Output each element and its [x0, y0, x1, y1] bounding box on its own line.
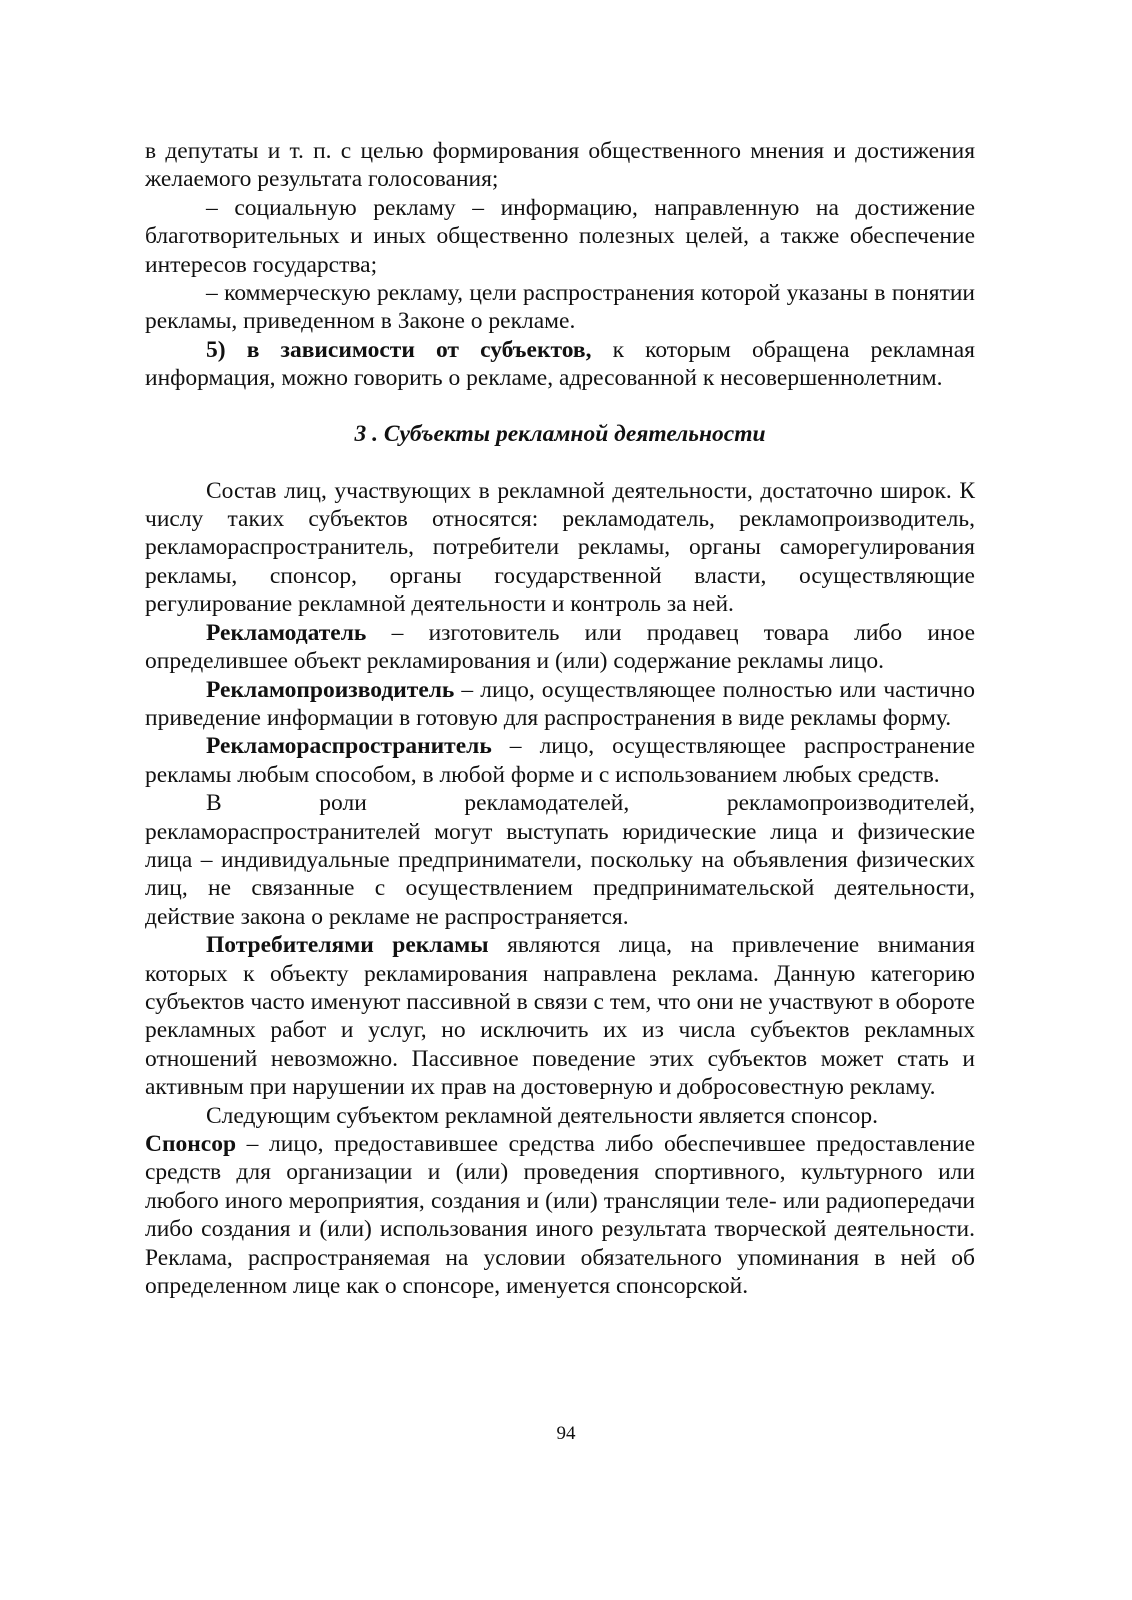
text-block: [145, 137, 975, 1300]
paragraph-text: – социальную рекламу – информацию, направленную на достижение благотворительных и иных общественно полезных целей, а также обеспечение интересов государства;: [145, 194, 975, 278]
paragraph: [145, 676, 975, 733]
paragraph: [145, 279, 975, 336]
paragraph: [145, 1130, 975, 1300]
paragraph-text: – лицо, осуществляющее распространение рекламы любым способом, в любой форме и с использованием любых средств.: [145, 733, 975, 788]
bold-lead: 5) в зависимости от субъектов,: [206, 336, 592, 363]
paragraph-text: являются лица, на привлечение внимания которых к объекту рекламирования направлена реклама. Данную категорию субъектов часто именуют пассивной в связи с тем, что они не участвуют в обороте рекламных работ и услуг, но исключить их из числа субъектов рекламных отношений невозможно. Пассивное поведение этих субъектов может стать и активным при нарушении их прав на достоверную и добросовестную рекламу.: [145, 932, 975, 1101]
paragraph: [145, 336, 975, 393]
paragraph: [145, 1102, 975, 1130]
paragraph: [145, 194, 975, 279]
bold-lead: Рекламодатель: [206, 619, 367, 646]
paragraph: [145, 732, 975, 789]
bold-lead: Спонсор: [145, 1131, 237, 1157]
bold-lead: Рекламораспространитель: [206, 733, 492, 760]
paragraph: [145, 931, 975, 1101]
paragraph-text: к которым обращена рекламная информация, можно говорить о рекламе, адресованной к несовершеннолетним.: [145, 336, 975, 392]
paragraph-text: Следующим субъектом рекламной деятельности является спонсор.: [206, 1102, 879, 1129]
paragraph-text: в депутаты и т. п. с целью формирования общественного мнения и достижения желаемого результата голосования;: [145, 138, 975, 193]
paragraph: [145, 619, 975, 676]
paragraph-text: – лицо, предоставившее средства либо обеспечившее предоставление средств для организации и (или) проведения спортивного, культурного или любого иного мероприятия, создания и (или) трансляции теле- или радиопередачи либо создания и (или) использования иного результата творческой деятельности. Реклама, распространяемая на условии обязательного упоминания в ней об определенном лице как о спонсоре, именуется спонсорской.: [145, 1131, 975, 1300]
paragraph: [145, 789, 975, 931]
paragraph: [145, 477, 975, 619]
section-heading: 3 . Субъекты рекламной деятельности: [354, 420, 766, 447]
paragraph-text: – коммерческую рекламу, цели распространения которой указаны в понятии рекламы, приведенном в Законе о рекламе.: [145, 280, 975, 335]
paragraph-text: Состав лиц, участвующих в рекламной деятельности, достаточно широк. К числу таких субъектов относятся: рекламодатель, рекламопроизводитель, рекламораспространитель, потребители рекламы, органы саморегулирования рекламы, спонсор, органы государственной власти, осуществляющие регулирование рекламной деятельности и контроль за ней.: [145, 477, 975, 618]
paragraph-text: – лицо, осуществляющее полностью или частично приведение информации в готовую для распространения в виде рекламы форму.: [145, 676, 975, 731]
page-number: 94: [556, 1423, 576, 1444]
bold-lead: Рекламопроизводитель: [206, 676, 455, 703]
bold-lead: Потребителями рекламы: [206, 932, 489, 959]
paragraph-text: В роли рекламодателей, рекламопроизводителей, рекламораспространителей могут выступать юридические лица и физические лица – индивидуальные предприниматели, поскольку на объявления физических лиц, не связанные с осуществлением предпринимательской деятельности, действие закона о рекламе не распространяется.: [145, 790, 975, 930]
paragraph-text: – изготовитель или продавец товара либо иное определившее объект рекламирования и (или) содержание рекламы лицо.: [145, 619, 975, 675]
paragraph: [145, 137, 975, 194]
